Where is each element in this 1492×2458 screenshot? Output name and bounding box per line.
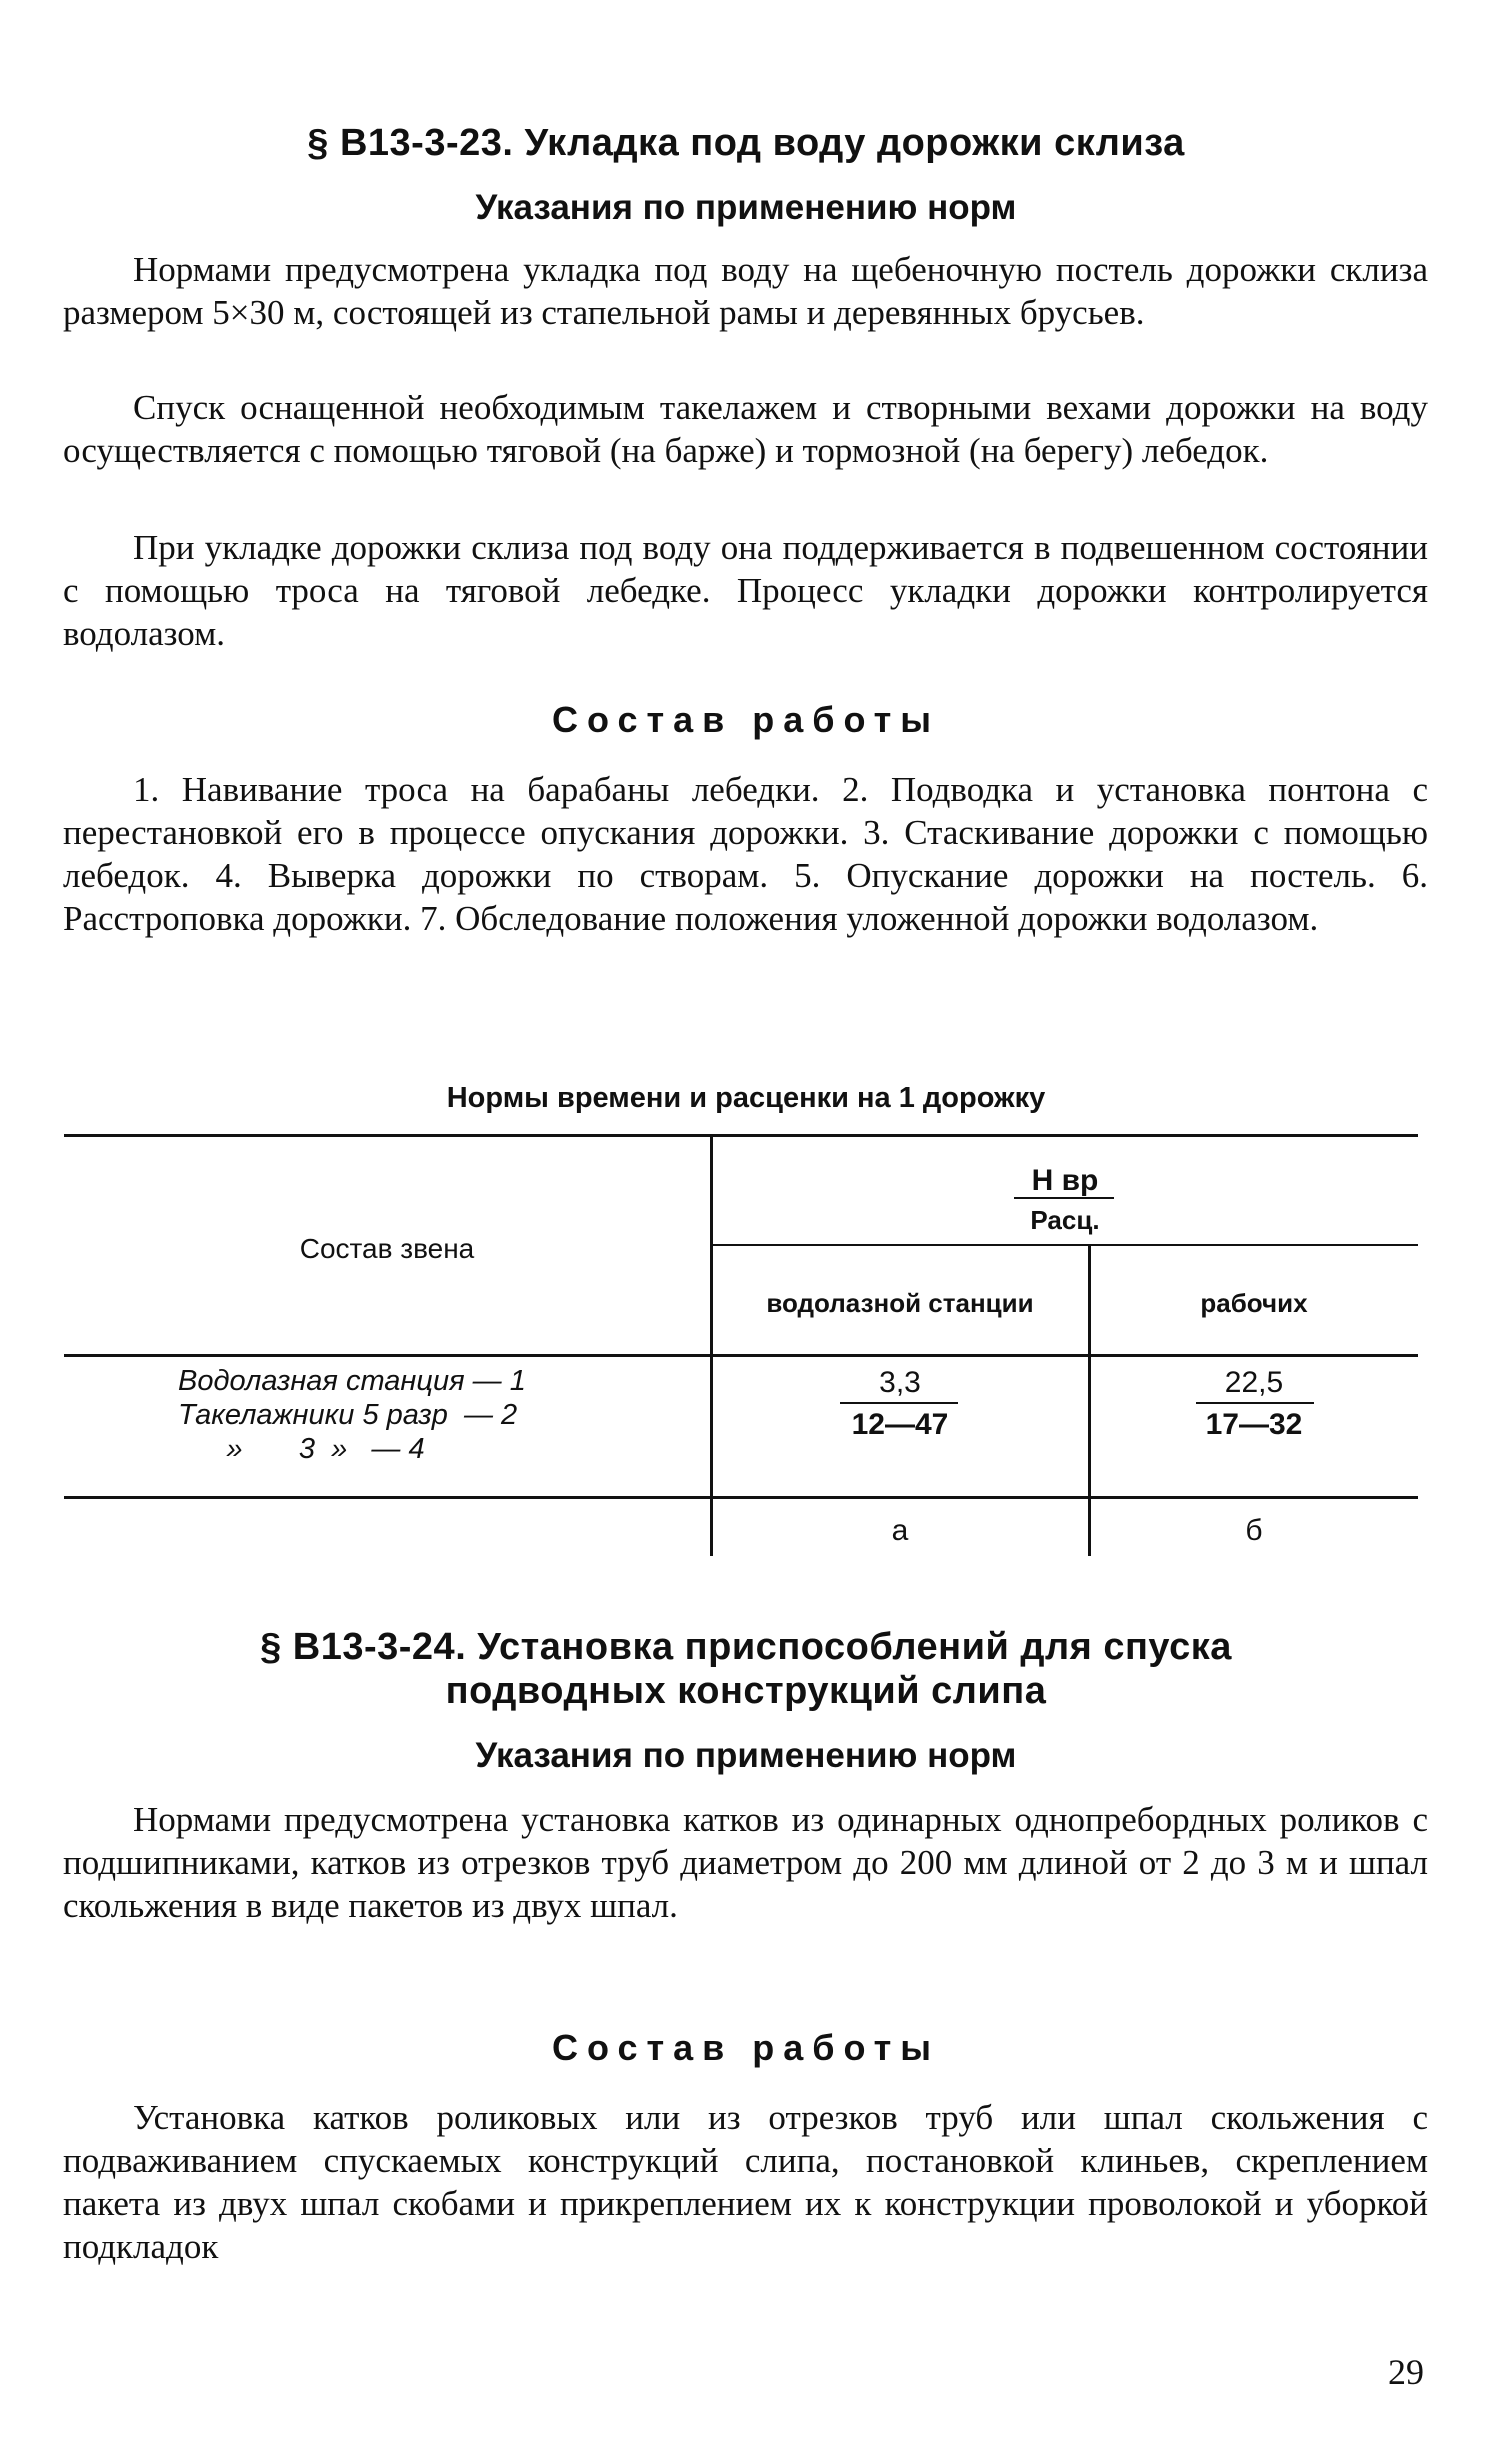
column-index-a: а: [891, 1514, 909, 1547]
value-a-rate: 12—47: [851, 1408, 949, 1441]
norm-fraction-bottom: Расц.: [1030, 1205, 1100, 1235]
paragraph: Нормами предусмотрена укладка под воду на щебеночную постель дорожки склиза размером 5×30 м, состоящей из стапельной рамы и деревянных брусьев.: [63, 250, 1428, 332]
work-text: 1. Навивание троса на барабаны лебедки. 2. Подводка и установка понтона с перестановкой его в процессе опускания дорожки. 3. Стаскивание дорожки с помощью лебедок. 4. Выверка дорожки по створам. 5. Опускание дорожки на постель. 6. Расстроповка дорожки. 7. Обследование положения уложенной дорожки водолазом.: [63, 770, 1428, 938]
fraction-bar: [840, 1402, 958, 1404]
paragraph: Нормами предусмотрена установка катков из одинарных однопребордных роликов с подшипниками, катков из отрезков труб диаметром до 200 мм длиной от 2 до 3 м и шпал скольжения в виде пакетов из двух шпал.: [63, 1800, 1428, 1925]
crew-column-header: Состав звена: [299, 1233, 475, 1264]
crew-line: » 3 » — 4: [178, 1433, 425, 1465]
work-heading: Состав работы: [551, 2027, 941, 2068]
crew-line: Такелажники 5 разр — 2: [178, 1399, 518, 1431]
column-header-b: рабочих: [1200, 1288, 1308, 1318]
table-header-rule: [712, 1244, 1418, 1246]
work-heading: Состав работы: [551, 699, 941, 740]
page-number: 29: [1388, 2352, 1424, 2392]
value-b-norm: 22,5: [1224, 1366, 1284, 1399]
paragraph: При укладке дорожки склиза под воду она поддерживается в подвешенном состоянии с помощью троса на тяговой лебедке. Процесс укладки дорожки контролируется водолазом.: [63, 528, 1428, 653]
fraction-bar: [1196, 1402, 1314, 1404]
table-bottom-rule: [64, 1496, 1418, 1499]
section-title: подводных конструкций слипа: [445, 1670, 1047, 1712]
norm-fraction-top: Н вр: [1031, 1164, 1099, 1197]
value-b-rate: 17—32: [1205, 1408, 1303, 1441]
guidelines-heading: Указания по применению норм: [475, 188, 1017, 227]
section-title: § В13-3-23. Укладка под воду дорожки склиза: [307, 122, 1185, 164]
column-header-a: водолазной станции: [766, 1288, 1034, 1318]
paragraph: Спуск оснащенной необходимым такелажем и створными вехами дорожки на воду осуществляется с помощью тяговой (на барже) и тормозной (на берегу) лебедок.: [63, 388, 1428, 470]
column-index-b: б: [1245, 1514, 1263, 1547]
table-header-bottom-rule: [64, 1354, 1418, 1357]
table-caption: Нормы времени и расценки на 1 дорожку: [446, 1082, 1046, 1114]
crew-line: Водолазная станция — 1: [178, 1365, 526, 1397]
table-top-rule: [64, 1134, 1418, 1137]
section-title: § В13-3-24. Установка приспособлений для спуска: [260, 1626, 1232, 1668]
value-a-norm: 3,3: [879, 1366, 921, 1399]
guidelines-heading: Указания по применению норм: [475, 1736, 1017, 1775]
work-text: Установка катков роликовых или из отрезков труб или шпал скольжения с подваживанием спускаемых конструкций слипа, постановкой клиньев, скреплением пакета из двух шпал скобами и прикреплением их к конструкции проволокой и уборкой подкладок: [63, 2098, 1428, 2266]
fraction-bar: [1014, 1197, 1114, 1199]
